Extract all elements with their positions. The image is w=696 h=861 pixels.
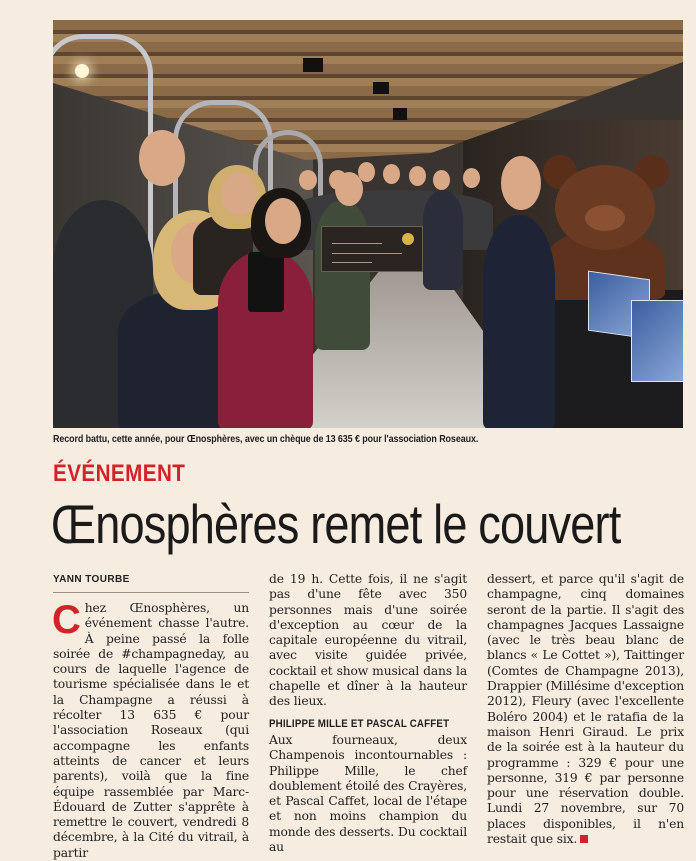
person-head <box>299 170 317 190</box>
article-photo <box>53 20 683 428</box>
article-column-1 <box>52 598 249 861</box>
person-head <box>335 172 363 206</box>
article-headline: Œnosphères remet le couvert <box>51 493 621 555</box>
person <box>423 190 463 290</box>
person-head <box>221 172 257 216</box>
person-head <box>409 166 426 186</box>
person-top <box>248 252 284 312</box>
column-1-text: hez Œnosphères, un événement chasse l'autre. À peine passé la folle soirée de #champagneday, au cours de laquelle l'agence de tourisme spécialisée dans le et la Champagne a réussi à récolter 13 635 € pour l'association Roseaux (qui accompagne les enfants atteints de cancer et leurs parents), voilà que la fine équipe rassemblée par Marc-Édouard de Zutter s'apprête à remettre le couvert, vendredi 8 décembre, à la Cité du vitrail, à partir <box>53 601 249 860</box>
person <box>483 215 555 428</box>
person-head <box>433 170 450 190</box>
article-subhead: PHILIPPE MILLE ET PASCAL CAFFET <box>269 717 450 730</box>
end-of-article-icon <box>580 835 588 843</box>
person <box>315 200 370 350</box>
person-head <box>265 198 301 244</box>
article-column-2 <box>269 572 467 855</box>
spotlight-icon <box>373 82 389 94</box>
column-3-text: dessert, et parce qu'il s'agit de champagne, cinq domaines seront de la partie. Il s'agit des champagnes Jacques Lassaigne (avec le très beau blanc de blancs « Le Cottet »), Taittinger (Comtes de Champagne 2013), Drappier (Millésime d'exception 2012), Fleury (avec l'excellente Boléro 2004) et le ratafia de la maison Henri Giraud. Le prix de la soirée est à la hauteur du programme : 329 € pour une personne, 319 € par personne pour une réservation double. Lundi 27 novembre, sur 70 places disponibles, il n'en restait que six. <box>487 572 684 847</box>
photo-caption: Record battu, cette année, pour Œnosphères, avec un chèque de 13 635 € pour l'association Roseaux. <box>53 434 479 445</box>
spotlight-icon <box>393 108 407 120</box>
person-head <box>383 164 400 184</box>
person-head <box>463 168 480 188</box>
byline: YANN TOURBE <box>53 574 130 585</box>
giant-cheque <box>321 226 423 272</box>
drop-cap: C <box>52 598 81 642</box>
person-head <box>501 156 541 210</box>
column-2-paragraph-2: Aux fourneaux, deux Champenois incontournables : Philippe Mille, le chef doublement étoilé des Crayères, et Pascal Caffet, local de l'étape et non moins champion du monde des desserts. Du cocktail au <box>269 732 467 855</box>
section-label: ÉVÉNEMENT <box>53 460 186 487</box>
article-column-3 <box>487 572 684 847</box>
column-2-paragraph-1: de 19 h. Cette fois, il ne s'agit pas d'une fête avec 350 personnes mais d'une soirée d'exception au cœur de la capitale européenne du vitrail, avec visite guidée privée, cocktail et show musical dans la chapelle et dîner à la hauteur des lieux. <box>269 572 467 709</box>
byline-divider <box>53 592 249 593</box>
gift-box <box>631 300 683 382</box>
spotlight-icon <box>303 58 323 72</box>
person-head <box>139 130 185 186</box>
sun-logo-icon <box>402 233 414 245</box>
